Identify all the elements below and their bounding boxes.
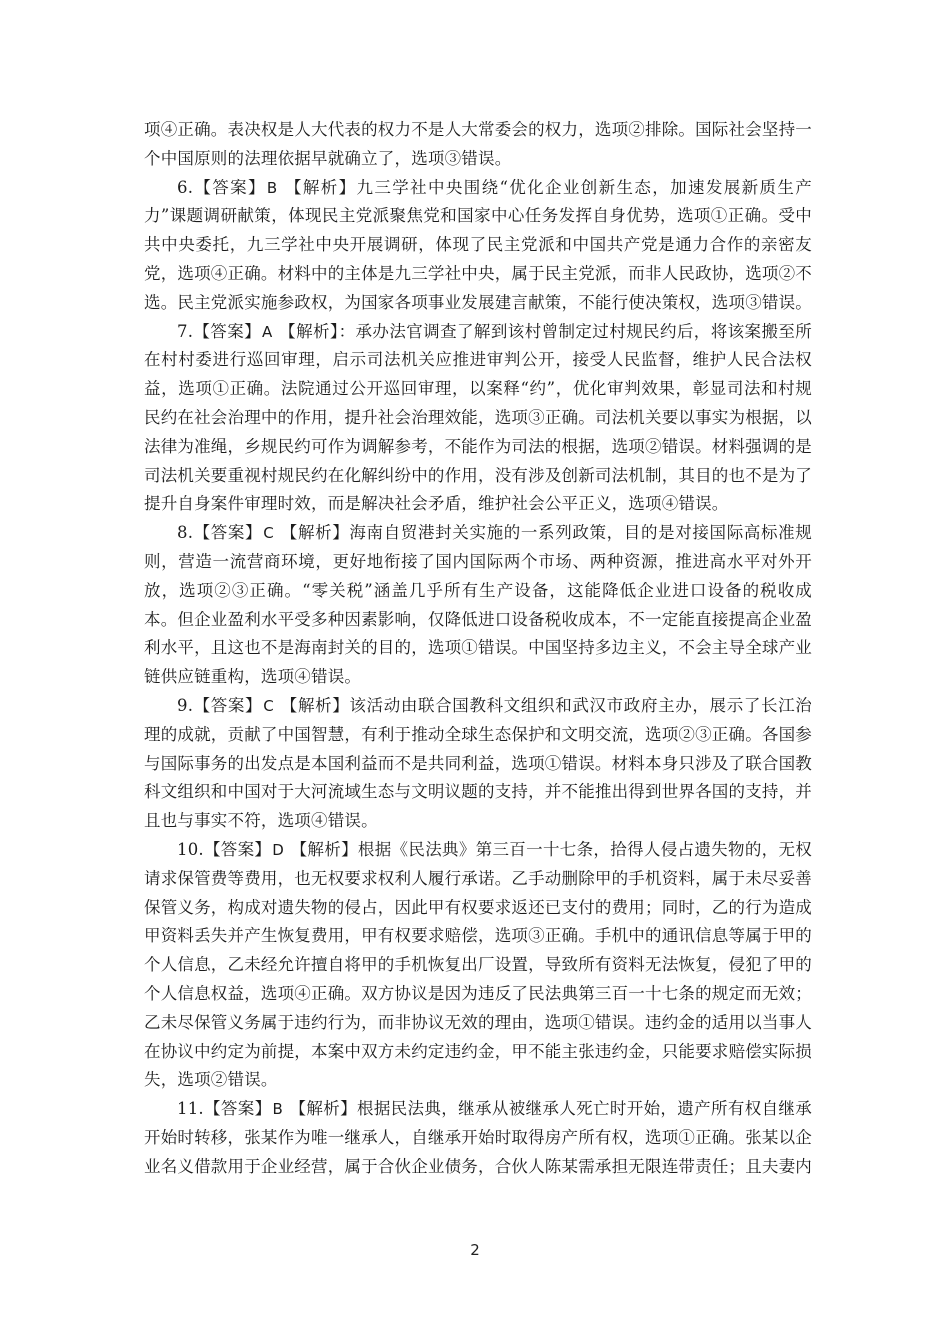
paragraph-question-11 xyxy=(144,1095,812,1181)
answer-value: C xyxy=(263,696,274,715)
answer-analysis-body xyxy=(144,116,812,1181)
analysis-label: 【解析】 xyxy=(280,695,350,715)
paragraph-text: 项④正确。表决权是人大代表的权力不是人大常委会的权力，选项②排除。国际社会坚持一个中国原则的法理依据早就确立了，选项③错误。 xyxy=(144,120,812,168)
paragraph-question-7 xyxy=(144,318,812,520)
analysis-label: 【解析】 xyxy=(279,321,339,341)
answer-label: 【答案】 xyxy=(193,695,263,715)
question-number: 10. xyxy=(177,839,204,859)
answer-label: 【答案】 xyxy=(193,177,266,197)
paragraph-5-continuation xyxy=(144,116,812,174)
analysis-label: 【解析】 xyxy=(289,1099,357,1119)
paragraph-question-6 xyxy=(144,174,812,318)
paragraph-text: 海南自贸港封关实施的一系列政策，目的是对接国际高标准规则，营造一流营商环境，更好地衔接了国内国际两个市场、两种资源，推进高水平对外开放，选项②③正确。“零关税”涵盖几乎所有生产设备，这能降低企业进口设备的税收成本。但企业盈利水平受多种因素影响，仅降低进口设备税收成本，不一定能直接提高企业盈利水平，且这也不是海南封关的目的，选项①错误。中国坚持多边主义，不会主导全球产业链供应链重构，选项④错误。 xyxy=(144,523,812,687)
question-number: 11. xyxy=(177,1099,204,1119)
paragraph-text: 根据民法典，继承从被继承人死亡时开始，遗产所有权自继承开始时转移，张某作为唯一继承人，自继承开始时取得房产所有权，选项①正确。张某以企业名义借款用于企业经营，属于合伙企业债务，合伙人陈某需承担无限连带责任；且夫妻内 xyxy=(144,1099,812,1176)
answer-value: A xyxy=(262,322,273,341)
answer-value: C xyxy=(263,524,274,543)
answer-value: D xyxy=(272,840,285,859)
question-number: 7. xyxy=(177,321,194,341)
paragraph-question-10 xyxy=(144,836,812,1095)
answer-label: 【答案】 xyxy=(193,321,262,341)
analysis-label: 【解析】 xyxy=(290,839,358,859)
analysis-label: 【解析】 xyxy=(280,523,350,543)
analysis-label: 【解析】 xyxy=(284,177,357,197)
answer-label: 【答案】 xyxy=(193,523,263,543)
question-number: 8. xyxy=(177,523,194,543)
page-number: 2 xyxy=(470,1241,480,1259)
answer-value: B xyxy=(272,1100,283,1119)
paragraph-question-9 xyxy=(144,692,812,836)
paragraph-text: 根据《民法典》第三百一十七条，拾得人侵占遗失物的，无权请求保管费等费用，也无权要求权利人履行承诺。乙手动删除甲的手机资料，属于未尽妥善保管义务，构成对遗失物的侵占，因此甲有权要求返还已支付的费用；同时，乙的行为造成甲资料丢失并产生恢复费用，甲有权要求赔偿，选项③正确。手机中的通讯信息等属于甲的个人信息，乙未经允许擅自将甲的手机恢复出厂设置，导致所有资料无法恢复，侵犯了甲的个人信息权益，选项④正确。双方协议是因为违反了民法典第三百一十七条的规定而无效；乙未尽保管义务属于违约行为，而非协议无效的理由，选项①错误。违约金的适用以当事人在协议中约定为前提，本案中双方未约定违约金，甲不能主张违约金，只能要求赔偿实际损失，选项②错误。 xyxy=(144,839,812,1090)
answer-label: 【答案】 xyxy=(203,1099,272,1119)
paragraph-text: ：承办法官调查了解到该村曾制定过村规民约后，将该案搬至所在村村委进行巡回审理，启示司法机关应推进审判公开，接受人民监督，维护人民合法权益，选项①正确。法院通过公开巡回审理，以案释“约”，优化审判效果，彰显司法和村规民约在社会治理中的作用，提升社会治理效能，选项③正确。司法机关要以事实为根据，以法律为准绳，乡规民约可作为调解参考，不能作为司法的根据，选项②错误。材料强调的是司法机关要重视村规民约在化解纠纷中的作用，没有涉及创新司法机制，其目的也不是为了提升自身案件审理时效，而是解决社会矛盾，维护社会公平正义，选项④错误。 xyxy=(144,321,812,514)
question-number: 9. xyxy=(177,695,194,715)
answer-value: B xyxy=(266,178,278,197)
paragraph-text: 九三学社中央围绕“优化企业创新生态，加速发展新质生产力”课题调研献策，体现民主党派聚焦党和国家中心任务发挥自身优势，选项①正确。受中共中央委托，九三学社中央开展调研，体现了民主党派和中国共产党是通力合作的亲密友党，选项④正确。材料中的主体是九三学社中央，属于民主党派，而非人民政协，选项②不选。民主党派实施参政权，为国家各项事业发展建言献策，不能行使决策权，选项③错误。 xyxy=(144,177,812,312)
paragraph-question-8 xyxy=(144,519,812,692)
paragraph-text: 该活动由联合国教科文组织和武汉市政府主办，展示了长江治理的成就，贡献了中国智慧，有利于推动全球生态保护和文明交流，选项②③正确。各国参与国际事务的出发点是本国利益而不是共同利益，选项①错误。材料本身只涉及了联合国教科文组织和中国对于大河流域生态与文明议题的支持，并不能推出得到世界各国的支持，并且也与事实不符，选项④错误。 xyxy=(144,695,812,831)
answer-label: 【答案】 xyxy=(203,839,272,859)
question-number: 6. xyxy=(177,177,194,197)
